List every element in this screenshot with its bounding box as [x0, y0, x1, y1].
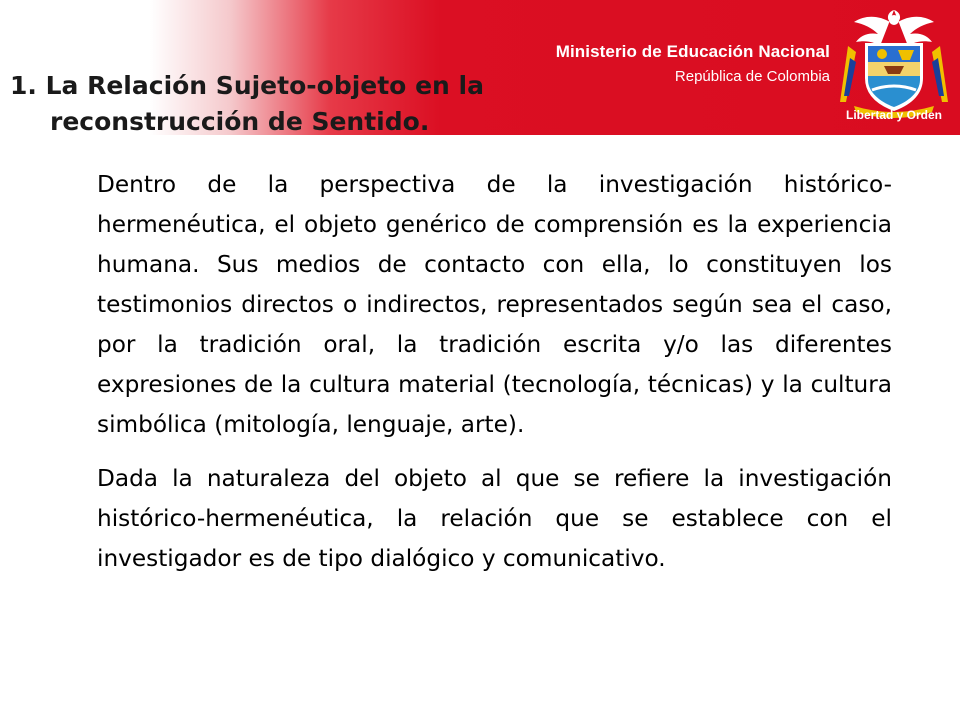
motto: Libertad y Orden	[845, 108, 943, 122]
ministry-name: Ministerio de Educación Nacional	[555, 42, 830, 61]
title-line-2: reconstrucción de Sentido.	[50, 107, 430, 136]
ministry-block	[556, 42, 830, 85]
slide-title	[10, 68, 484, 140]
title-line-1: 1. La Relación Sujeto-objeto en la	[10, 71, 484, 100]
country-name: República de Colombia	[674, 68, 830, 85]
body-paragraph-2: Dada la naturaleza del objeto al que se refiere la investigación histórico-hermenéutica, la relación que se establece con el investigador es de tipo dialógico y comunicativo.	[97, 465, 892, 572]
slide-body	[97, 165, 892, 579]
body-paragraph-1: Dentro de la perspectiva de la investigación histórico-hermenéutica, el objeto genérico de comprensión es la experiencia humana. Sus medios de contacto con ella, lo constituyen los testimonios directos o indirectos, representados según sea el caso, por la tradición oral, la tradición escrita y/o las diferentes expresiones de la cultura material (tecnología, técnicas) y la cultura simbólica (mitología, lenguaje, arte).	[97, 171, 892, 438]
